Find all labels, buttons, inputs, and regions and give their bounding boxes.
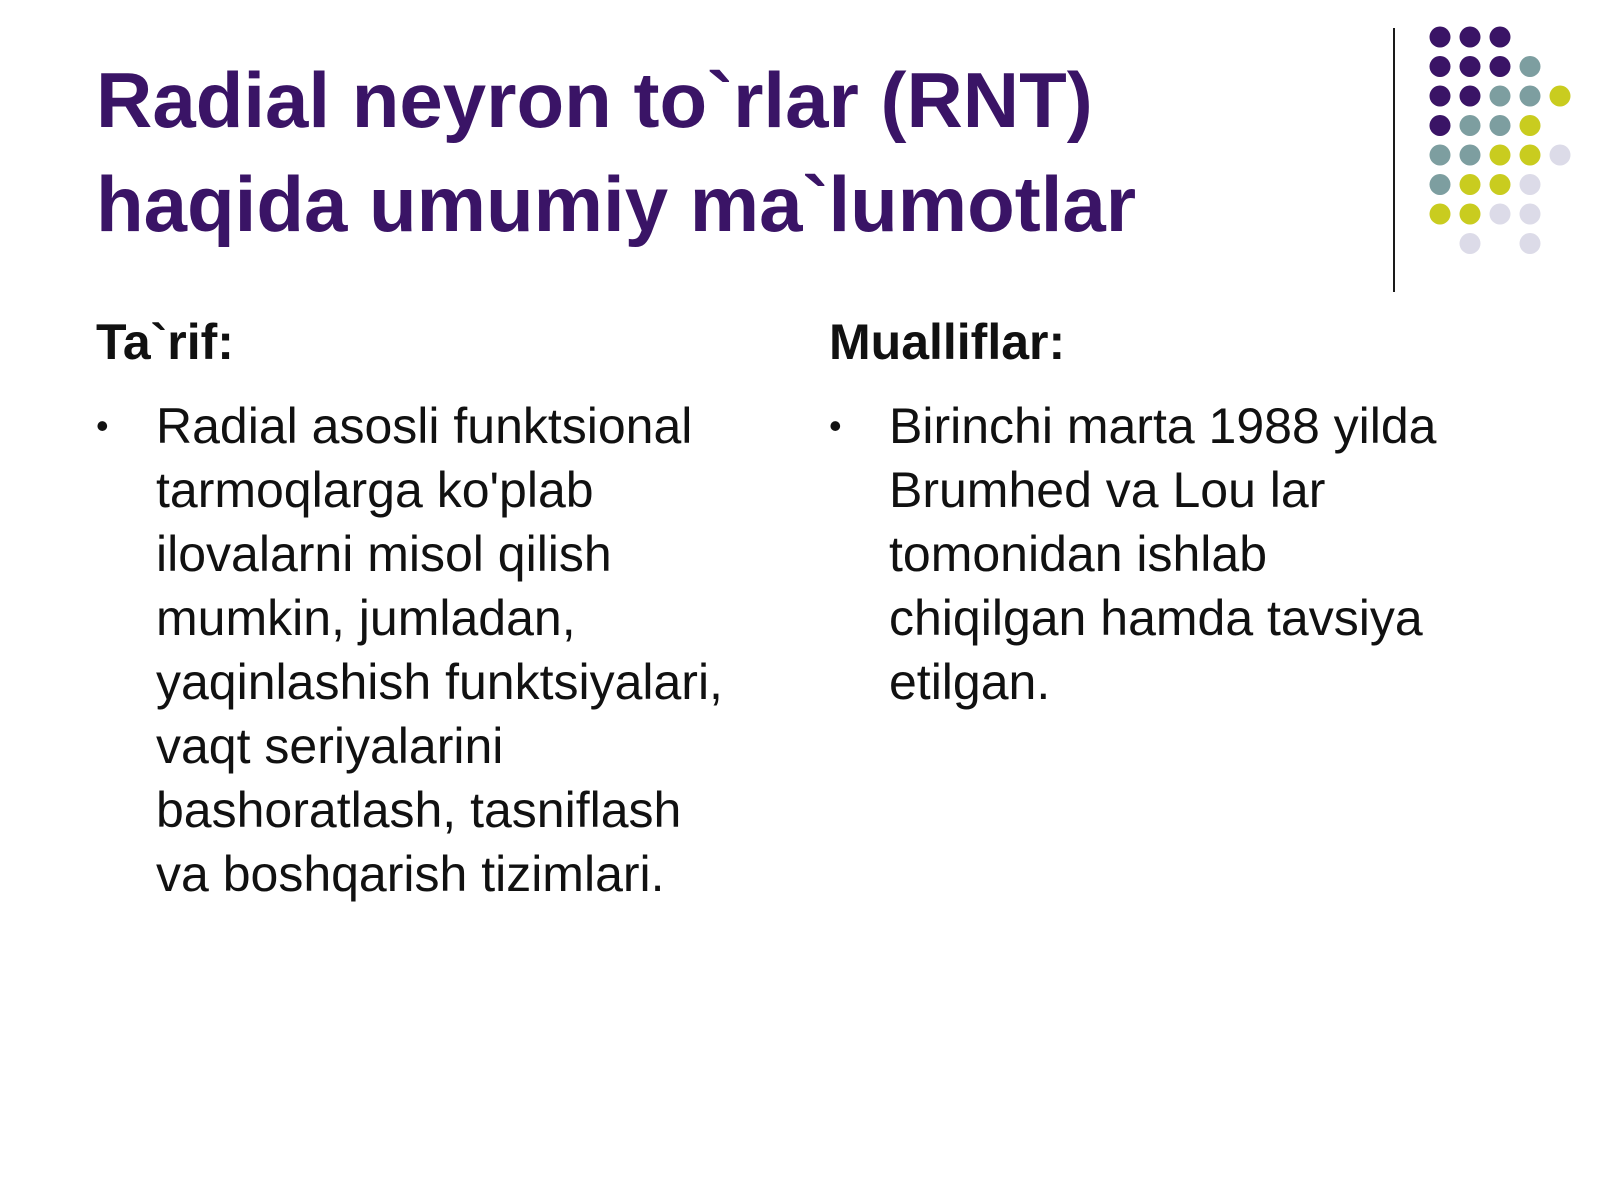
decorative-dot: [1460, 56, 1481, 77]
decorative-dot: [1430, 174, 1451, 195]
decorative-dot: [1490, 145, 1511, 166]
slide-title-line-1: Radial neyron to`rlar (RNT): [96, 56, 1093, 144]
decorative-dot: [1490, 174, 1511, 195]
definition-line-3: ilovalarni misol qilish: [156, 526, 612, 582]
definition-heading: Ta`rif:: [96, 314, 234, 370]
decorative-dot: [1550, 145, 1571, 166]
bullet-icon: •: [829, 405, 842, 446]
authors-line-5: etilgan.: [889, 654, 1051, 710]
decorative-dot: [1430, 56, 1451, 77]
authors-line-3: tomonidan ishlab: [889, 526, 1268, 582]
decorative-dot: [1430, 86, 1451, 107]
definition-line-5: yaqinlashish funktsiyalari,: [156, 654, 723, 710]
definition-line-6: vaqt seriyalarini: [156, 718, 504, 774]
decorative-dot: [1430, 27, 1451, 48]
decorative-dot: [1490, 56, 1511, 77]
decorative-dot: [1520, 174, 1541, 195]
decorative-dot: [1460, 27, 1481, 48]
authors-line-2: Brumhed va Lou lar: [889, 462, 1326, 518]
decorative-dot: [1520, 204, 1541, 225]
decorative-dot: [1520, 115, 1541, 136]
decorative-dot: [1520, 233, 1541, 254]
slide-title-line-2: haqida umumiy ma`lumotlar: [96, 160, 1137, 248]
decorative-dot: [1520, 86, 1541, 107]
definition-line-4: mumkin, jumladan,: [156, 590, 576, 646]
decorative-dot: [1460, 145, 1481, 166]
definition-line-1: Radial asosli funktsional: [156, 398, 693, 454]
authors-line-1: Birinchi marta 1988 yilda: [889, 398, 1437, 454]
decorative-dot: [1430, 115, 1451, 136]
bullet-icon: •: [96, 405, 109, 446]
definition-bullet: [96, 394, 776, 906]
decorative-dot: [1460, 86, 1481, 107]
definition-column: [96, 310, 776, 906]
decorative-dot: [1460, 204, 1481, 225]
definition-line-8: va boshqarish tizimlari.: [156, 846, 665, 902]
decorative-dot: [1460, 233, 1481, 254]
definition-line-7: bashoratlash, tasniflash: [156, 782, 682, 838]
authors-column: [829, 310, 1509, 714]
authors-line-4: chiqilgan hamda tavsiya: [889, 590, 1423, 646]
definition-line-2: tarmoqlarga ko'plab: [156, 462, 594, 518]
decorative-dot: [1550, 86, 1571, 107]
dot-grid-pattern-icon: [0, 0, 1600, 300]
decorative-dot: [1490, 204, 1511, 225]
decorative-dot: [1460, 115, 1481, 136]
decorative-dot: [1520, 56, 1541, 77]
authors-bullet: [829, 394, 1509, 714]
authors-heading: Mualliflar:: [829, 314, 1066, 370]
decorative-dot: [1430, 204, 1451, 225]
decorative-dot: [1490, 115, 1511, 136]
decorative-dot: [1520, 145, 1541, 166]
decorative-dot: [1460, 174, 1481, 195]
decorative-dot: [1430, 145, 1451, 166]
authors-bullet-text: [889, 394, 1509, 714]
definition-bullet-text: [156, 394, 776, 906]
decorative-dot: [1490, 27, 1511, 48]
decorative-dot: [1490, 86, 1511, 107]
